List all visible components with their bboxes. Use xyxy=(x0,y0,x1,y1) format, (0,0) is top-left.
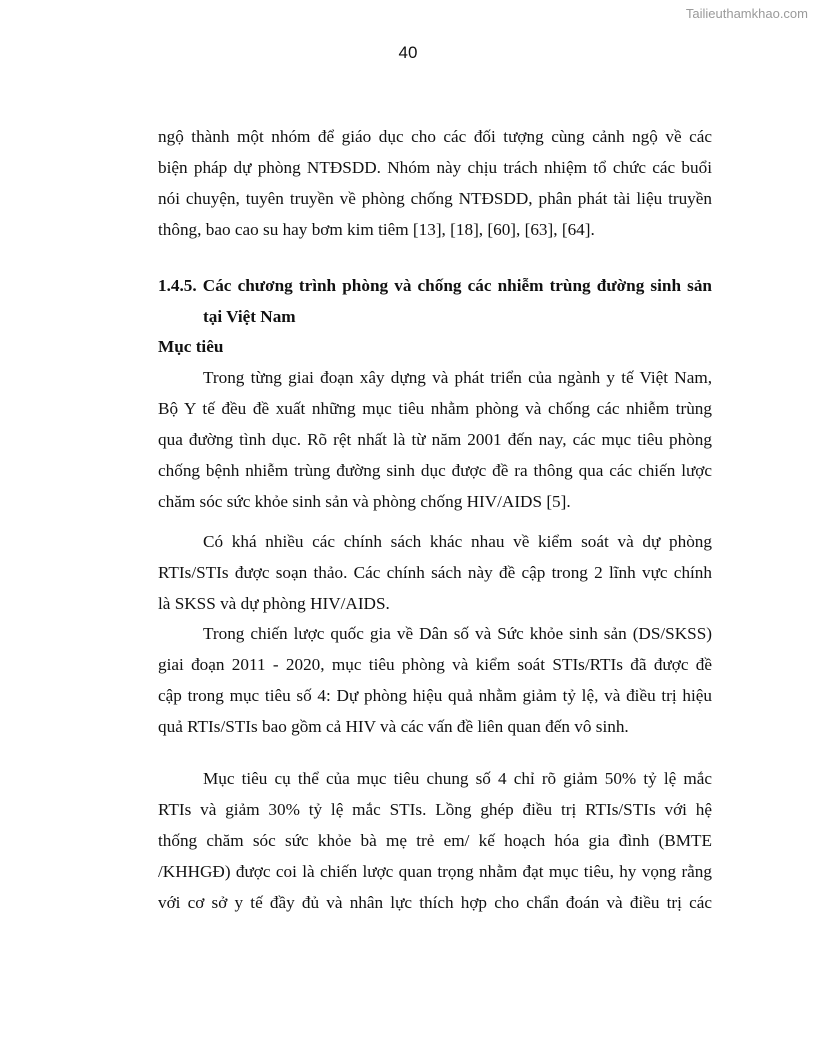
paragraph-5 xyxy=(158,763,712,918)
text-line: Mục tiêu cụ thể của mục tiêu chung số 4 chỉ rõ giảm 50% tỷ lệ mắc xyxy=(203,769,712,788)
paragraph-4 xyxy=(158,618,712,742)
text-line: ngộ thành một nhóm để giáo dục cho các đối tượng cùng cảnh ngộ về các xyxy=(158,127,712,146)
text-line: /KHHGĐ) được coi là chiến lược quan trọng nhằm đạt mục tiêu, hy vọng rằng xyxy=(158,862,712,881)
text-line: nói chuyện, tuyên truyền về phòng chống NTĐSDD, phân phát tài liệu truyền xyxy=(158,189,712,208)
text-line: Trong từng giai đoạn xây dựng và phát triển của ngành y tế Việt Nam, xyxy=(203,368,712,387)
paragraph-1 xyxy=(158,121,712,245)
text-line: giai đoạn 2011 - 2020, mục tiêu phòng và kiểm soát STIs/RTIs đã được đề xyxy=(158,655,712,674)
text-line: Có khá nhiều các chính sách khác nhau về kiểm soát và dự phòng xyxy=(203,532,712,551)
subheading-text: Mục tiêu xyxy=(158,337,224,356)
text-line: chăm sóc sức khỏe sinh sản và phòng chống HIV/AIDS [5]. xyxy=(158,492,571,511)
paragraph-2 xyxy=(158,362,712,517)
text-line: chống bệnh nhiễm trùng đường sinh dục được đề ra thông qua các chiến lược xyxy=(158,461,712,480)
text-line: quả RTIs/STIs bao gồm cả HIV và các vấn đề liên quan đến vô sinh. xyxy=(158,717,629,736)
section-heading xyxy=(158,270,712,332)
paragraph-3 xyxy=(158,526,712,619)
text-line: là SKSS và dự phòng HIV/AIDS. xyxy=(158,594,390,613)
text-line: thống chăm sóc sức khỏe bà mẹ trẻ em/ kế hoạch hóa gia đình (BMTE xyxy=(158,831,712,850)
text-line: với cơ sở y tế đầy đủ và nhân lực thích hợp cho chẩn đoán và điều trị các xyxy=(158,893,712,912)
heading-line: tại Việt Nam xyxy=(203,307,296,326)
text-line: cập trong mục tiêu số 4: Dự phòng hiệu quả nhằm giảm tỷ lệ, và điều trị hiệu xyxy=(158,686,712,705)
subheading xyxy=(158,331,712,362)
heading-line: 1.4.5. Các chương trình phòng và chống các nhiễm trùng đường sinh sản xyxy=(158,276,712,295)
text-line: thông, bao cao su hay bơm kim tiêm [13], [18], [60], [63], [64]. xyxy=(158,220,595,239)
text-line: RTIs/STIs được soạn thảo. Các chính sách này đề cập trong 2 lĩnh vực chính xyxy=(158,563,712,582)
watermark: Tailieuthamkhao.com xyxy=(685,6,808,21)
text-line: RTIs và giảm 30% tỷ lệ mắc STIs. Lồng ghép điều trị RTIs/STIs với hệ xyxy=(158,800,712,819)
text-line: biện pháp dự phòng NTĐSDD. Nhóm này chịu trách nhiệm tổ chức các buổi xyxy=(158,158,712,177)
page-number: 40 xyxy=(398,43,418,62)
text-line: Bộ Y tế đều đề xuất những mục tiêu nhằm phòng và chống các nhiễm trùng xyxy=(158,399,712,418)
text-line: Trong chiến lược quốc gia về Dân số và Sức khỏe sinh sản (DS/SKSS) xyxy=(203,624,712,643)
text-line: qua đường tình dục. Rõ rệt nhất là từ năm 2001 đến nay, các mục tiêu phòng xyxy=(158,430,712,449)
